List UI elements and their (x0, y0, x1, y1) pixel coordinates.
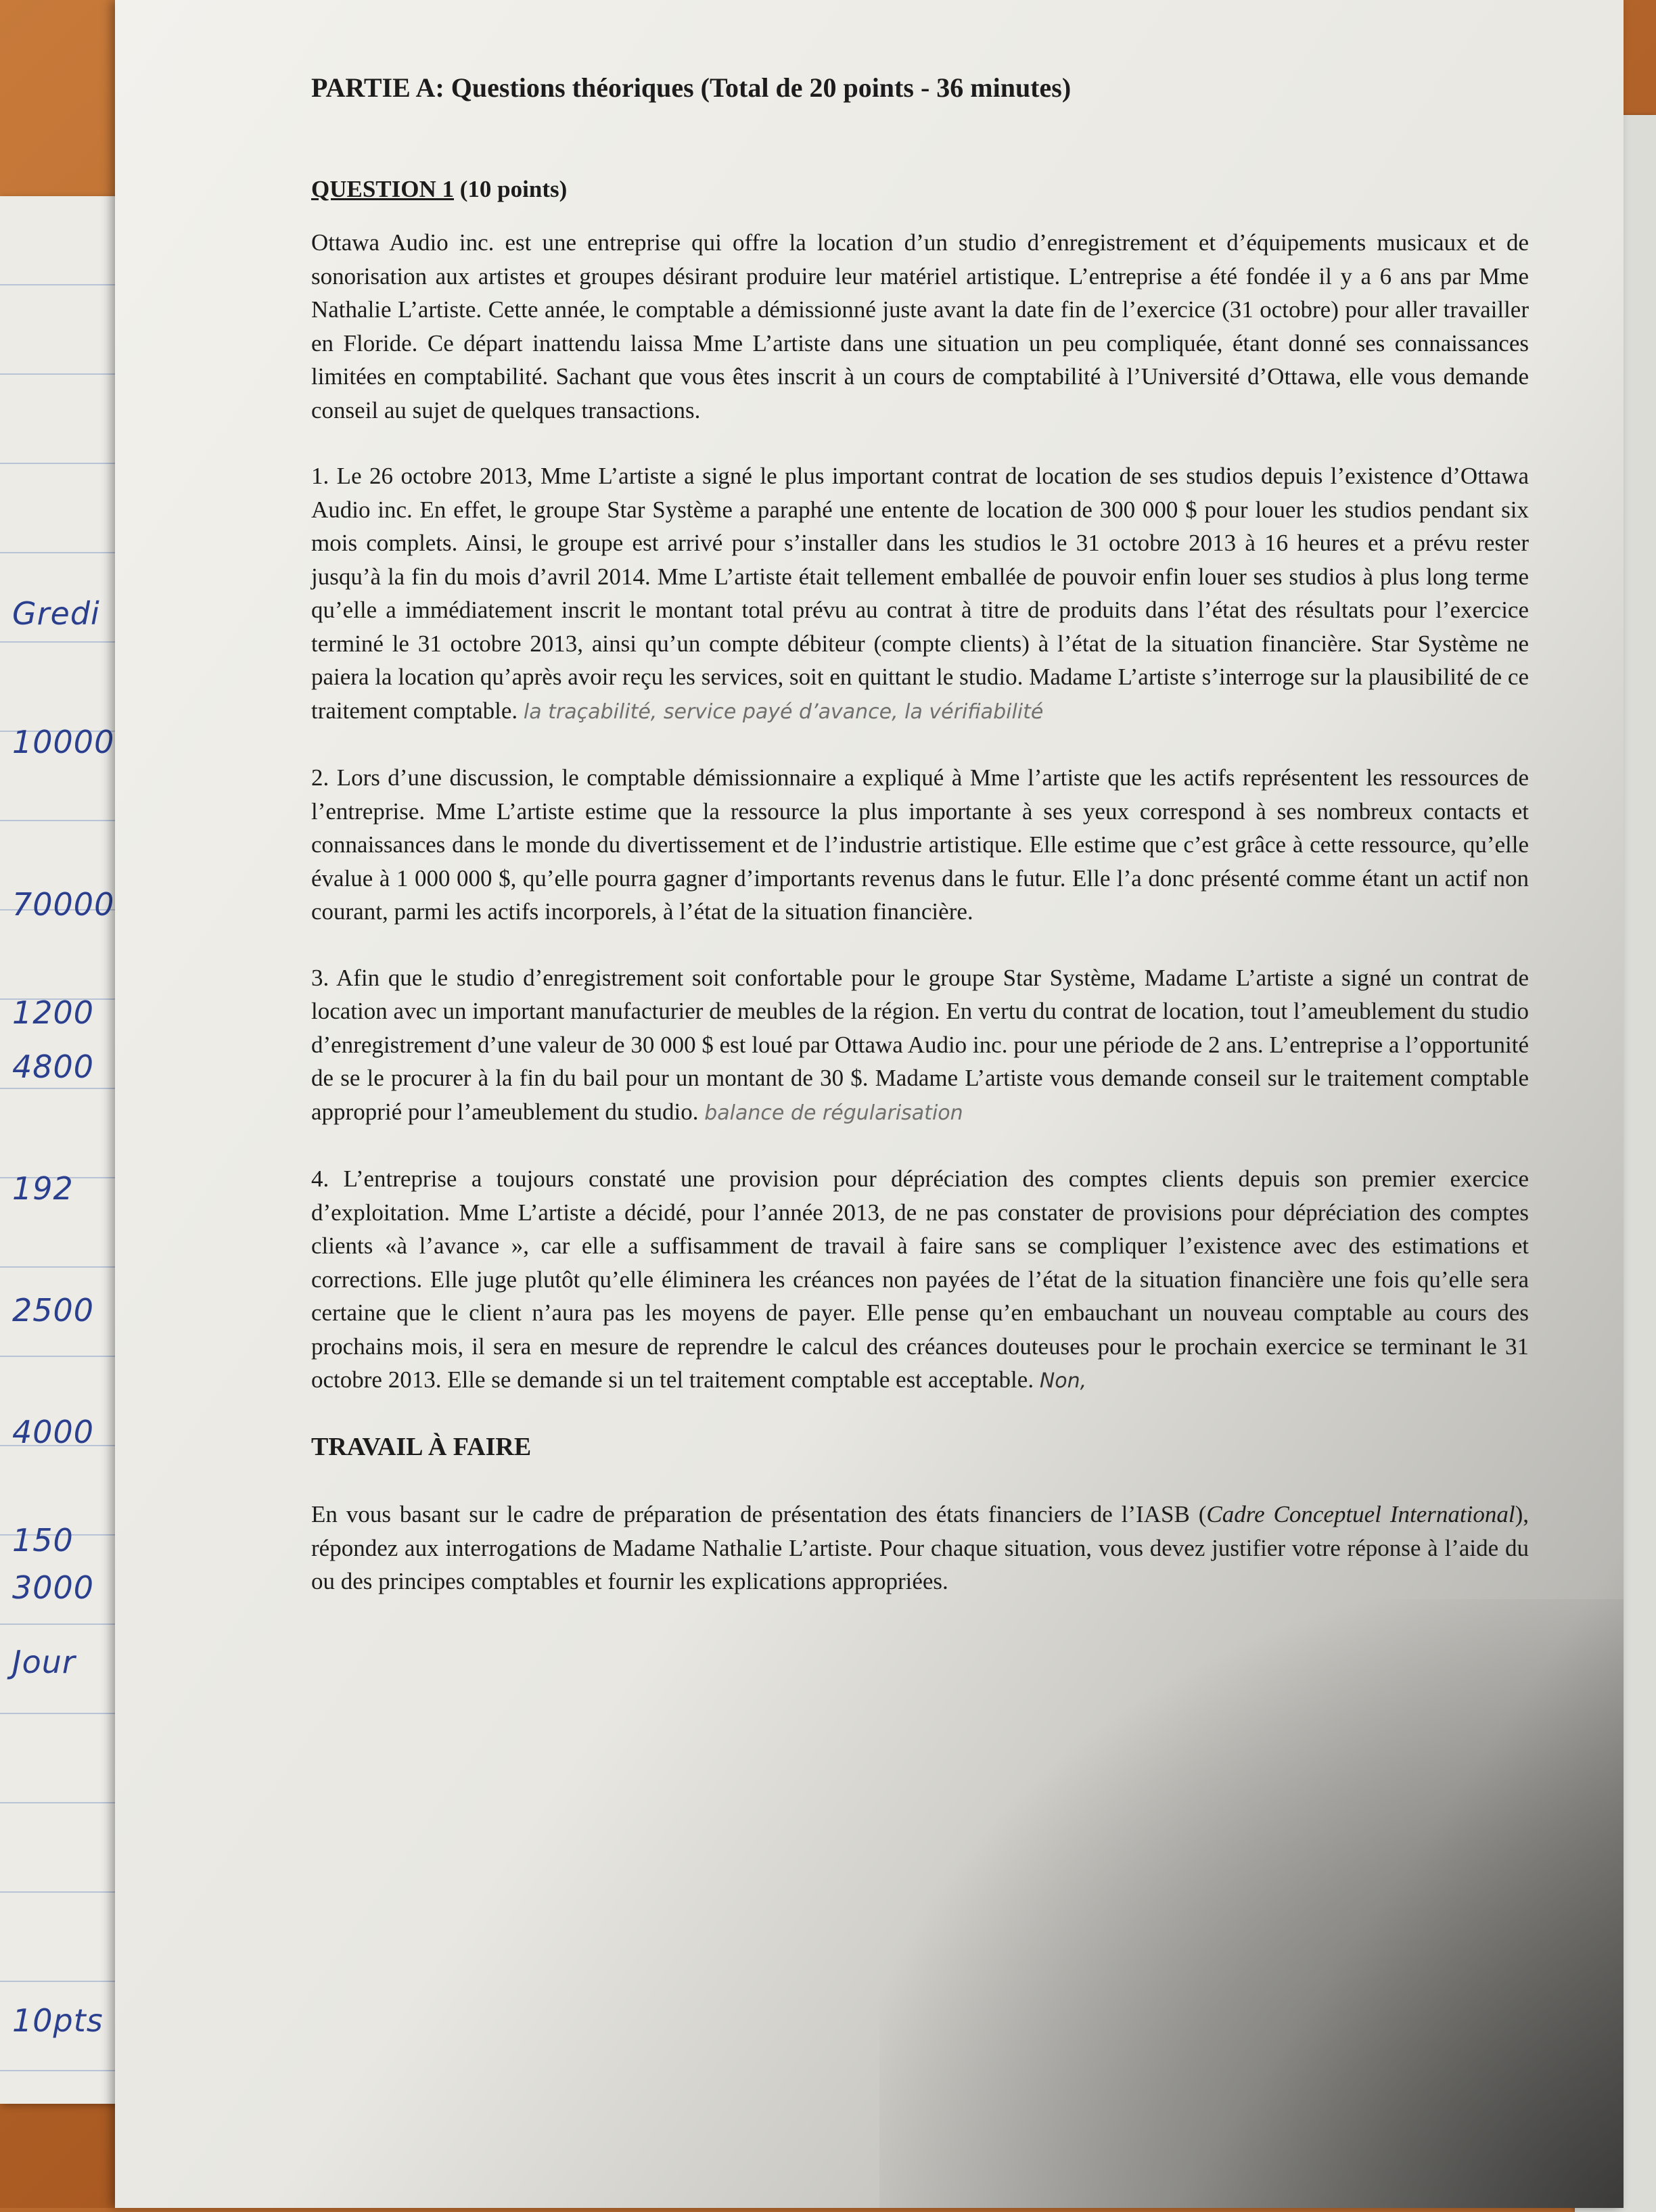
question-points: (10 points) (459, 175, 568, 202)
situation-3-text: 3. Afin que le studio d’enregistrement soit confortable pour le groupe Star Système, Madame L’artiste a signé un contrat de location avec un important manufacturier de meubles de la région. En vertu du contrat de location, tout l’ameublement du studio d’enregistrement d’une valeur de 30 000 $ est loué par Ottawa Audio inc. pour une période de 2 ans. L’entreprise a l’opportunité de se le procurer à la fin du bail pour un montant de 30 $. Madame L’artiste vous demande conseil sur le traitement comptable approprié pour l’ameublement du studio. (311, 964, 1529, 1125)
margin-note: 192 (12, 1170, 74, 1207)
situation-3 (311, 961, 1529, 1130)
task-paragraph (311, 1498, 1529, 1598)
task-title: TRAVAIL À FAIRE (311, 1432, 532, 1461)
page-content (311, 71, 1529, 1631)
question-label: QUESTION 1 (311, 175, 455, 202)
margin-note: 10pts (12, 2002, 104, 2039)
situation-2: 2. Lors d’une discussion, le comptable démissionnaire a expliqué à Mme l’artiste que les actifs représentent les ressources de l’entreprise. Mme L’artiste estime que la ressource la plus importante à ses yeux correspond à ses nombreux contacts et connaissances dans le monde du divertissement et de l’industrie artistique. Elle estime que c’est grâce à cette ressource, qu’elle évalue à 1 000 000 $, qu’elle pourra gagner d’importants revenus dans le futur. Elle l’a donc présenté comme étant un actif non courant, parmi les actifs incorporels, à l’état de la situation financière. (311, 764, 1529, 925)
exam-page (115, 0, 1624, 2208)
handwritten-annotation: Non, (1039, 1369, 1087, 1393)
margin-note: 1200 (12, 994, 95, 1031)
margin-note: 10000 (12, 724, 115, 760)
margin-note: 2500 (12, 1292, 95, 1329)
situation-4 (311, 1162, 1529, 1398)
margin-note: 150 (12, 1522, 74, 1559)
handwritten-annotation: la traçabilité, service payé d’avance, la vérifiabilité (523, 699, 1044, 724)
task-text-2: ), répondez aux interrogations de Madame Nathalie L’artiste. Pour chaque situation, vous devez justifier votre réponse à l’aide du ou des principes comptables et fournir les explications appropriées. (311, 1501, 1530, 1594)
situation-1-text: 1. Le 26 octobre 2013, Mme L’artiste a signé le plus important contrat de location de ses studios depuis l’existence d’Ottawa Audio inc. En effet, le groupe Star Système a paraphé une entente de location de 300 000 $ pour louer les studios pendant six mois complets. Ainsi, le groupe est arrivé pour s’installer dans les studios le 31 octobre 2013 à 16 heures et a prévu rester jusqu’à la fin du mois d’avril 2014. Mme L’artiste était tellement emballée de pouvoir enfin louer ses studios à plus long terme qu’elle a immédiatement inscrit le montant total prévu au contrat à titre de produits dans l’état des résultats pour l’exercice terminé le 31 octobre 2013, ainsi qu’un compte débiteur (compte clients) à l’état de la situation financière. Star Système ne paiera la location qu’après avoir reçu les services, soit en quittant le studio. Madame L’artiste s’interroge sur la plausibilité de ce traitement comptable. (311, 463, 1529, 724)
margin-note: Jour (12, 1644, 76, 1680)
question-title (311, 172, 1529, 206)
margin-note: Gredi (12, 595, 100, 632)
situation-4-text: 4. L’entreprise a toujours constaté une provision pour dépréciation des comptes clients depuis son premier exercice d’exploitation. Mme L’artiste a décidé, pour l’année 2013, de ne pas constater de provisions pour dépréciation des comptes clients «à l’avance », car elle a suffisamment de travail à faire sans se compliquer l’existence avec des estimations et corrections. Elle juge plutôt qu’elle éliminera les créances non payées de l’état de la situation financière une fois qu’elle sera certaine que le client n’aura pas les moyens de payer. Elle pense qu’en embauchant un nouveau comptable au cours des prochains mois, il sera en mesure de reprendre le calcul des créances douteuses pour le prochain exercice se terminant le 31 octobre 2013. Elle se demande si un tel traitement comptable est acceptable. (311, 1166, 1529, 1393)
page-title: PARTIE A: Questions théoriques (Total de 20 points - 36 minutes) (311, 72, 1072, 103)
handwritten-annotation: balance de régularisation (704, 1101, 963, 1125)
situation-1 (311, 459, 1529, 729)
margin-note: 3000 (12, 1569, 95, 1606)
margin-note: 4800 (12, 1049, 95, 1085)
margin-note: 4000 (12, 1414, 95, 1450)
intro-paragraph: Ottawa Audio inc. est une entreprise qui offre la location d’un studio d’enregistrement et d’équipements musicaux et de sonorisation aux artistes et groupes désirant produire leur matériel artistique. L’entreprise a été fondée il y a 6 ans par Mme Nathalie L’artiste. Cette année, le comptable a démissionné juste avant la date fin de l’exercice (31 octobre) pour aller travailler en Floride. Ce départ inattendu laissa Mme L’artiste dans une situation un peu compliquée, étant donné ses connaissances limitées en comptabilité. Sachant que vous êtes inscrit à un cours de comptabilité à l’Université d’Ottawa, elle vous demande conseil au sujet de quelques transactions. (311, 229, 1529, 423)
photo-shadow (879, 1599, 1624, 2208)
task-italic: Cadre Conceptuel International (1206, 1501, 1515, 1527)
task-text-1: En vous basant sur le cadre de préparation de présentation des états financiers de l’IASB ( (311, 1501, 1207, 1527)
margin-note: 70000 (12, 886, 115, 923)
